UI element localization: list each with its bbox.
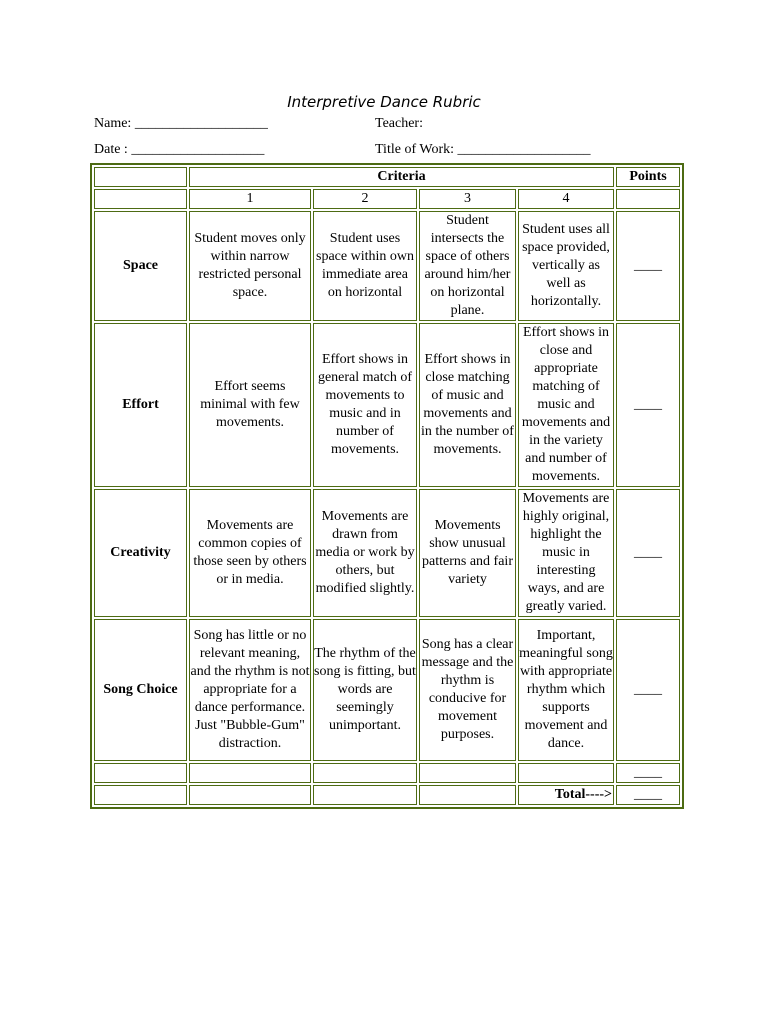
cell-space-3: Student intersects the space of others around him/her on horizontal plane. (419, 211, 516, 321)
points-header: Points (616, 167, 680, 187)
page-title: Interpretive Dance Rubric (287, 93, 481, 111)
blank-cell (419, 763, 516, 783)
cell-song-choice-2: The rhythm of the song is fitting, but words are seemingly unimportant. (313, 619, 417, 761)
cell-creativity-2: Movements are drawn from media or work by others, but modified slightly. (313, 489, 417, 617)
rubric-table (90, 163, 684, 809)
level-2-header: 2 (313, 189, 417, 209)
level-1-header: 1 (189, 189, 311, 209)
cell-song-choice-3: Song has a clear message and the rhythm is conducive for movement purposes. (419, 619, 516, 761)
blank-cell (313, 785, 417, 805)
blank-cell (189, 763, 311, 783)
blank-cell (419, 785, 516, 805)
table-corner-cell (94, 167, 187, 187)
teacher-field: Teacher: (375, 116, 423, 131)
table-row (94, 619, 680, 761)
cell-effort-4: Effort shows in close and appropriate matching of music and movements and in the variety and number of movements. (518, 323, 614, 487)
criteria-header: Criteria (189, 167, 614, 187)
points-blank: ____ (616, 763, 680, 783)
row-label-space: Space (94, 211, 187, 321)
cell-song-choice-1: Song has little or no relevant meaning, and the rhythm is not appropriate for a dance performance. Just "Bubble-Gum" distraction. (189, 619, 311, 761)
points-creativity: ____ (616, 489, 680, 617)
points-effort: ____ (616, 323, 680, 487)
total-points: ____ (616, 785, 680, 805)
cell-effort-3: Effort shows in close matching of music and movements and in the number of movements. (419, 323, 516, 487)
blank-cell (518, 763, 614, 783)
blank-cell (189, 785, 311, 805)
levels-row (94, 189, 680, 209)
total-label: Total----> (518, 785, 614, 805)
table-row-blank (94, 763, 680, 783)
row-label-song-choice: Song Choice (94, 619, 187, 761)
cell-creativity-3: Movements show unusual patterns and fair variety (419, 489, 516, 617)
table-header-row (94, 167, 680, 187)
row-label-creativity: Creativity (94, 489, 187, 617)
title-of-work-field: Title of Work: ___________________ (375, 142, 591, 157)
name-field: Name: ___________________ (94, 116, 268, 131)
blank-cell (94, 785, 187, 805)
cell-effort-1: Effort seems minimal with few movements. (189, 323, 311, 487)
row-label-effort: Effort (94, 323, 187, 487)
cell-creativity-4: Movements are highly original, highlight the music in interesting ways, and are greatly varied. (518, 489, 614, 617)
cell-song-choice-4: Important, meaningful song with appropriate rhythm which supports movement and dance. (518, 619, 614, 761)
cell-space-4: Student uses all space provided, vertically as well as horizontally. (518, 211, 614, 321)
table-row (94, 489, 680, 617)
date-field: Date : ___________________ (94, 142, 265, 157)
blank-cell (313, 763, 417, 783)
levels-points-cell (616, 189, 680, 209)
cell-space-2: Student uses space within own immediate area on horizontal (313, 211, 417, 321)
cell-space-1: Student moves only within narrow restricted personal space. (189, 211, 311, 321)
cell-effort-2: Effort shows in general match of movements to music and in number of movements. (313, 323, 417, 487)
points-space: ____ (616, 211, 680, 321)
table-row-total (94, 785, 680, 805)
cell-creativity-1: Movements are common copies of those seen by others or in media. (189, 489, 311, 617)
points-song-choice: ____ (616, 619, 680, 761)
table-row (94, 211, 680, 321)
level-4-header: 4 (518, 189, 614, 209)
levels-corner-cell (94, 189, 187, 209)
blank-cell (94, 763, 187, 783)
level-3-header: 3 (419, 189, 516, 209)
table-row (94, 323, 680, 487)
